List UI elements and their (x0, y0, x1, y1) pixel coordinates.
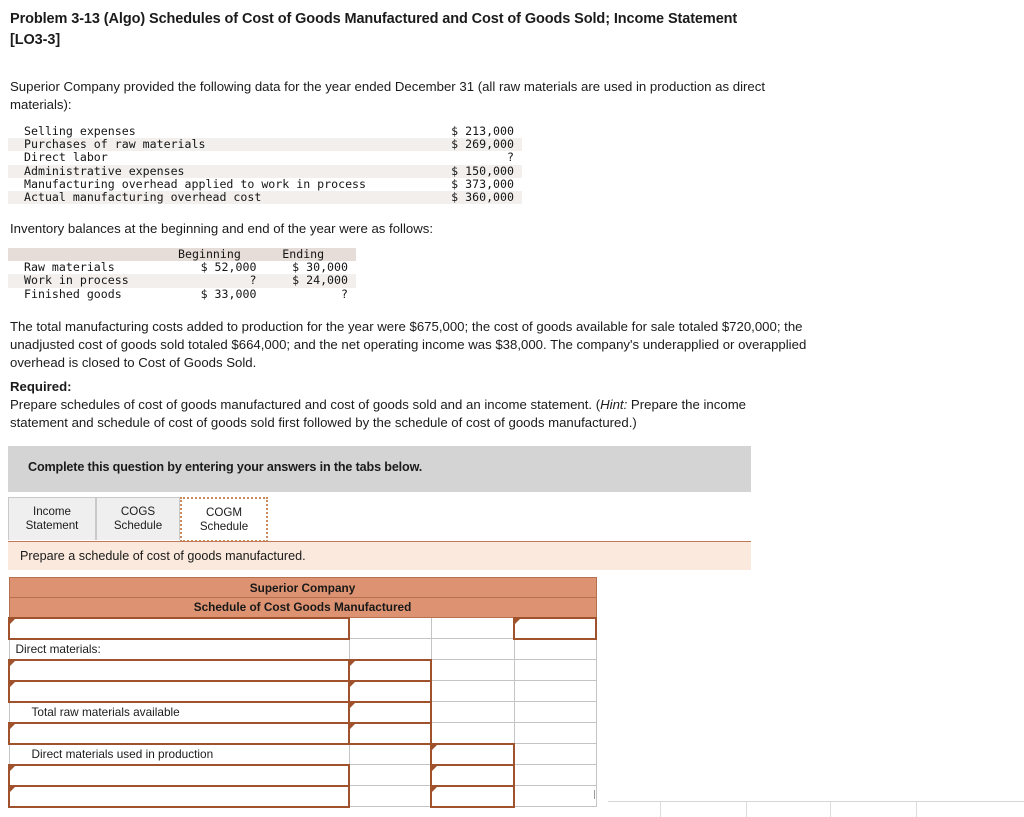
intro-paragraph: Superior Company provided the following data for the year ended December 31 (all raw materials are used in production as direct materials): (10, 79, 766, 112)
tab-income-statement-line1: Income (32, 505, 72, 518)
inventory-col-beginning: Beginning (178, 247, 241, 261)
worksheet-amount-cell (431, 681, 514, 702)
tab-cogm-schedule-line2: Schedule (199, 520, 249, 533)
worksheet-title-row (9, 578, 596, 598)
worksheet-amount-cell (514, 702, 596, 723)
cost-item-value: $ 360,000 (451, 190, 514, 205)
worksheet-amount-input[interactable] (349, 660, 431, 681)
inventory-item-label: Finished goods (24, 286, 122, 301)
tab-cogm-schedule[interactable] (180, 497, 268, 542)
worksheet-label-input[interactable] (9, 723, 349, 744)
worksheet-label-input[interactable] (9, 660, 349, 681)
cogm-worksheet-body (9, 578, 596, 807)
worksheet-label-input[interactable] (9, 786, 349, 807)
worksheet-amount-input[interactable] (431, 765, 514, 786)
worksheet-amount-cell (431, 702, 514, 723)
tab-cogs-schedule-line2: Schedule (113, 519, 163, 532)
worksheet-amount-cell (349, 639, 431, 660)
worksheet-company-name: Superior Company (9, 578, 596, 598)
cost-item-value: $ 269,000 (451, 137, 514, 152)
worksheet-amount-input[interactable] (349, 702, 431, 723)
cost-item-value: $ 150,000 (451, 163, 514, 178)
worksheet-amount-input[interactable] (431, 786, 514, 807)
worksheet-row (9, 702, 596, 723)
footer-partial-table (608, 801, 1024, 816)
worksheet-amount-cell (431, 660, 514, 681)
inventory-ending-value: ? (341, 286, 348, 301)
worksheet-amount-cell (431, 639, 514, 660)
required-instructions (10, 396, 790, 432)
worksheet-row (9, 681, 596, 702)
worksheet-amount-input[interactable] (349, 681, 431, 702)
worksheet-row (9, 765, 596, 786)
cost-item-label: Purchases of raw materials (24, 137, 206, 152)
worksheet-amount-cell (514, 765, 596, 786)
worksheet-row (9, 744, 596, 765)
cost-item-value: $ 373,000 (451, 176, 514, 191)
worksheet-amount-cell (514, 660, 596, 681)
tab-cogm-schedule-line1: COGM (205, 506, 243, 519)
worksheet-amount-cell (514, 723, 596, 744)
worksheet-label-input[interactable] (9, 618, 349, 639)
inventory-beginning-value: $ 33,000 (200, 286, 257, 301)
prompt-bar (8, 542, 751, 570)
required-label: Required: (10, 379, 72, 394)
worksheet-row (9, 723, 596, 744)
worksheet-amount-cell (514, 744, 596, 765)
worksheet-row-label: Direct materials used in production (9, 744, 349, 765)
tab-cogs-schedule[interactable] (96, 497, 180, 540)
cost-item-label: Direct labor (24, 150, 108, 165)
worksheet-amount-cell (514, 681, 596, 702)
worksheet-row (9, 618, 596, 639)
required-hint-label: Hint: (600, 397, 628, 412)
cost-item-value: $ 213,000 (451, 124, 514, 138)
table-row (8, 151, 522, 164)
worksheet-amount-cell (514, 786, 596, 807)
worksheet-amount-input[interactable] (431, 744, 514, 765)
required-text-b: Prepare the income statement and schedule of cost of goods sold first followed by the schedule of cost of goods manufactured.) (10, 397, 747, 430)
worksheet-amount-cell (349, 618, 431, 639)
prompt-text: Prepare a schedule of cost of goods manufactured. (20, 549, 306, 563)
worksheet-amount-cell (349, 744, 431, 765)
worksheet-label-input[interactable] (9, 681, 349, 702)
worksheet-row (9, 660, 596, 681)
worksheet-row-label: Direct materials: (9, 639, 349, 660)
inventory-item-label: Raw materials (24, 260, 115, 275)
worksheet-amount-cell (349, 765, 431, 786)
costs-data-table (8, 125, 522, 204)
cost-item-label: Administrative expenses (24, 163, 185, 178)
costs-table-body (8, 125, 522, 204)
worksheet-row-label: Total raw materials available (9, 702, 349, 723)
tab-income-statement-line2: Statement (25, 519, 79, 532)
cogm-worksheet (8, 577, 597, 808)
inventory-col-ending: Ending (282, 247, 325, 261)
inventory-ending-value: $ 30,000 (292, 260, 348, 275)
totals-paragraph: The total manufacturing costs added to production for the year were $675,000; the cost of goods available for sale totaled $720,000; the unadjusted cost of goods sold totaled $664,000; and the net operating income was $38,000. The company's underapplied or overapplied overhead is closed to Cost of Goods Sold. (10, 319, 807, 370)
instruction-banner (8, 446, 751, 492)
worksheet-label-input[interactable] (9, 765, 349, 786)
cost-item-label: Selling expenses (24, 124, 136, 138)
cost-item-value: ? (507, 150, 514, 165)
table-row (8, 288, 356, 301)
worksheet-amount-cell (349, 786, 431, 807)
inventory-item-label: Work in process (24, 273, 129, 288)
worksheet-amount-input[interactable] (514, 618, 596, 639)
table-row (8, 165, 522, 178)
inventory-table-body (8, 261, 356, 301)
inventory-data-table (8, 248, 356, 301)
inventory-beginning-value: $ 52,000 (200, 260, 257, 275)
tab-income-statement[interactable] (8, 497, 96, 540)
worksheet-subtitle-row (9, 598, 596, 618)
table-row (8, 191, 522, 204)
page-title: Problem 3-13 (Algo) Schedules of Cost of Goods Manufactured and Cost of Goods Sold; Income Statement [LO3-3] (10, 11, 738, 48)
text-cursor (594, 790, 595, 799)
inventory-ending-value: $ 24,000 (292, 273, 348, 288)
tab-cogs-schedule-line1: COGS (120, 505, 156, 518)
inventory-beginning-value: ? (249, 273, 257, 288)
worksheet-amount-cell (431, 723, 514, 744)
worksheet-amount-input[interactable] (349, 723, 431, 744)
instruction-banner-text: Complete this question by entering your answers in the tabs below. (28, 460, 423, 474)
worksheet-row (9, 639, 596, 660)
worksheet-amount-cell (514, 639, 596, 660)
required-text-a: Prepare schedules of cost of goods manufactured and cost of goods sold and an income statement. ( (10, 397, 601, 412)
table-row (8, 274, 356, 287)
worksheet-schedule-title: Schedule of Cost Goods Manufactured (9, 598, 596, 618)
cost-item-label: Actual manufacturing overhead cost (24, 190, 262, 205)
inventory-intro-text: Inventory balances at the beginning and end of the year were as follows: (10, 221, 434, 236)
worksheet-row (9, 786, 596, 807)
cost-item-label: Manufacturing overhead applied to work in process (24, 176, 367, 191)
worksheet-amount-cell (431, 618, 514, 639)
